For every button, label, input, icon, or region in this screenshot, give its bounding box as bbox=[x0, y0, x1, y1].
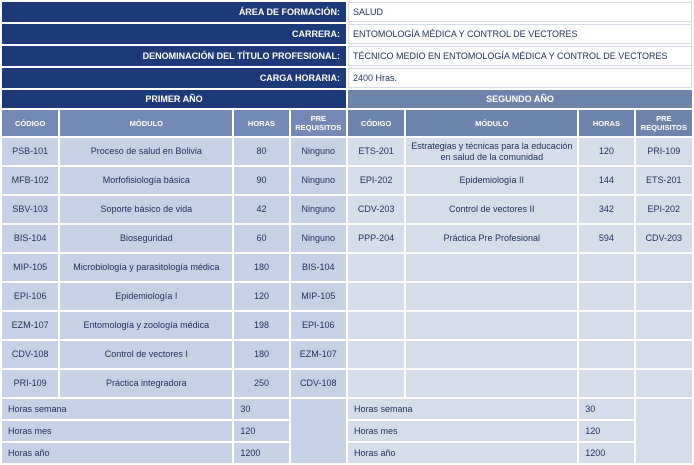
module-name: Epidemiología II bbox=[406, 167, 577, 194]
info-value: 2400 Hras. bbox=[348, 68, 692, 88]
module-prereq: EPI-202 bbox=[636, 196, 692, 223]
module-prereq: EZM-107 bbox=[291, 341, 346, 368]
table-row bbox=[2, 167, 692, 194]
module-hours: 144 bbox=[579, 167, 633, 194]
second-year-total-value: 30 bbox=[579, 399, 633, 419]
empty-cell bbox=[636, 254, 692, 281]
empty-cell bbox=[348, 283, 404, 310]
totals-row bbox=[2, 443, 692, 463]
module-code: SBV-103 bbox=[2, 196, 58, 223]
module-code: EPI-106 bbox=[2, 283, 58, 310]
module-hours: 250 bbox=[234, 370, 288, 397]
module-hours: 594 bbox=[579, 225, 633, 252]
table-row bbox=[2, 254, 692, 281]
info-label: CARRERA: bbox=[2, 24, 346, 44]
info-label: DENOMINACIÓN DEL TÍTULO PROFESIONAL: bbox=[2, 46, 346, 66]
empty-cell bbox=[406, 370, 577, 397]
table-row bbox=[2, 225, 692, 252]
first-year-total-label: Horas año bbox=[2, 443, 232, 463]
module-prereq: Ninguno bbox=[291, 138, 346, 165]
module-prereq: MIP-105 bbox=[291, 283, 346, 310]
module-code: EPI-202 bbox=[348, 167, 404, 194]
module-hours: 60 bbox=[234, 225, 288, 252]
col-header-hours: HORAS bbox=[579, 110, 633, 136]
second-year-total-label: Horas mes bbox=[348, 421, 577, 441]
module-hours: 80 bbox=[234, 138, 288, 165]
table-row bbox=[2, 283, 692, 310]
module-name: Epidemiología I bbox=[60, 283, 232, 310]
module-code: MFB-102 bbox=[2, 167, 58, 194]
col-header-code: CÓDIGO bbox=[2, 110, 58, 136]
module-name: Bioseguridad bbox=[60, 225, 232, 252]
module-code: ETS-201 bbox=[348, 138, 404, 165]
info-row bbox=[2, 2, 692, 22]
module-prereq: CDV-203 bbox=[636, 225, 692, 252]
empty-cell bbox=[636, 370, 692, 397]
empty-cell bbox=[348, 370, 404, 397]
module-name: Estrategias y técnicas para la educación en salud de la comunidad bbox=[406, 138, 577, 165]
empty-cell bbox=[348, 341, 404, 368]
empty-cell bbox=[406, 341, 577, 368]
module-prereq: PRI-109 bbox=[636, 138, 692, 165]
col-header-prereq: PRE REQUISITOS bbox=[636, 110, 692, 136]
first-year-total-value: 30 bbox=[234, 399, 288, 419]
empty-cell bbox=[636, 283, 692, 310]
module-name: Proceso de salud en Bolivia bbox=[60, 138, 232, 165]
col-header-prereq: PRE REQUISITOS bbox=[291, 110, 346, 136]
module-name: Soporte básico de vida bbox=[60, 196, 232, 223]
col-header-module: MÓDULO bbox=[60, 110, 232, 136]
module-hours: 342 bbox=[579, 196, 633, 223]
empty-cell bbox=[636, 312, 692, 339]
column-header-row bbox=[2, 110, 692, 136]
empty-cell bbox=[348, 254, 404, 281]
module-prereq: BIS-104 bbox=[291, 254, 346, 281]
second-year-total-label: Horas año bbox=[348, 443, 577, 463]
module-name: Práctica integradora bbox=[60, 370, 232, 397]
empty-cell bbox=[406, 312, 577, 339]
info-label: ÁREA DE FORMACIÓN: bbox=[2, 2, 346, 22]
empty-cell bbox=[406, 283, 577, 310]
info-value: ENTOMOLOGÍA MÉDICA Y CONTROL DE VECTORES bbox=[348, 24, 692, 44]
module-prereq: EPI-106 bbox=[291, 312, 346, 339]
module-prereq: Ninguno bbox=[291, 196, 346, 223]
empty-cell bbox=[579, 341, 633, 368]
module-code: PRI-109 bbox=[2, 370, 58, 397]
module-code: EZM-107 bbox=[2, 312, 58, 339]
col-header-module: MÓDULO bbox=[406, 110, 577, 136]
totals-row bbox=[2, 399, 692, 419]
module-hours: 180 bbox=[234, 254, 288, 281]
empty-cell bbox=[579, 283, 633, 310]
table-row bbox=[2, 138, 692, 165]
empty-cell bbox=[406, 254, 577, 281]
table-row bbox=[2, 196, 692, 223]
table-row bbox=[2, 312, 692, 339]
info-value: SALUD bbox=[348, 2, 692, 22]
empty-cell bbox=[636, 341, 692, 368]
totals-row bbox=[2, 421, 692, 441]
second-year-title: SEGUNDO AÑO bbox=[348, 90, 692, 108]
empty-cell bbox=[579, 312, 633, 339]
info-row bbox=[2, 68, 692, 88]
table-row bbox=[2, 341, 692, 368]
module-prereq: Ninguno bbox=[291, 225, 346, 252]
info-row bbox=[2, 46, 692, 66]
module-prereq: Ninguno bbox=[291, 167, 346, 194]
module-name: Microbiología y parasitología médica bbox=[60, 254, 232, 281]
empty-cell bbox=[291, 399, 346, 463]
second-year-total-value: 120 bbox=[579, 421, 633, 441]
col-header-code: CÓDIGO bbox=[348, 110, 404, 136]
module-code: BIS-104 bbox=[2, 225, 58, 252]
module-name: Morfofisiología básica bbox=[60, 167, 232, 194]
module-prereq: ETS-201 bbox=[636, 167, 692, 194]
second-year-total-value: 1200 bbox=[579, 443, 633, 463]
year-title-row bbox=[2, 90, 692, 108]
first-year-total-label: Horas semana bbox=[2, 399, 232, 419]
module-name: Control de vectores II bbox=[406, 196, 577, 223]
module-hours: 42 bbox=[234, 196, 288, 223]
module-hours: 120 bbox=[234, 283, 288, 310]
module-code: PSB-101 bbox=[2, 138, 58, 165]
first-year-total-label: Horas mes bbox=[2, 421, 232, 441]
info-value: TÉCNICO MEDIO EN ENTOMOLOGÍA MÉDICA Y CONTROL DE VECTORES bbox=[348, 46, 692, 66]
info-row bbox=[2, 24, 692, 44]
module-hours: 198 bbox=[234, 312, 288, 339]
module-hours: 120 bbox=[579, 138, 633, 165]
table-row bbox=[2, 370, 692, 397]
module-code: PPP-204 bbox=[348, 225, 404, 252]
empty-cell bbox=[348, 312, 404, 339]
empty-cell bbox=[579, 254, 633, 281]
col-header-hours: HORAS bbox=[234, 110, 288, 136]
empty-cell bbox=[579, 370, 633, 397]
second-year-total-label: Horas semana bbox=[348, 399, 577, 419]
module-hours: 90 bbox=[234, 167, 288, 194]
empty-cell bbox=[636, 399, 692, 463]
module-hours: 180 bbox=[234, 341, 288, 368]
first-year-title: PRIMER AÑO bbox=[2, 90, 346, 108]
module-code: CDV-108 bbox=[2, 341, 58, 368]
info-label: CARGA HORARIA: bbox=[2, 68, 346, 88]
module-prereq: CDV-108 bbox=[291, 370, 346, 397]
module-code: MIP-105 bbox=[2, 254, 58, 281]
module-name: Práctica Pre Profesional bbox=[406, 225, 577, 252]
first-year-total-value: 120 bbox=[234, 421, 288, 441]
module-name: Entomología y zoología médica bbox=[60, 312, 232, 339]
first-year-total-value: 1200 bbox=[234, 443, 288, 463]
module-code: CDV-203 bbox=[348, 196, 404, 223]
module-name: Control de vectores I bbox=[60, 341, 232, 368]
